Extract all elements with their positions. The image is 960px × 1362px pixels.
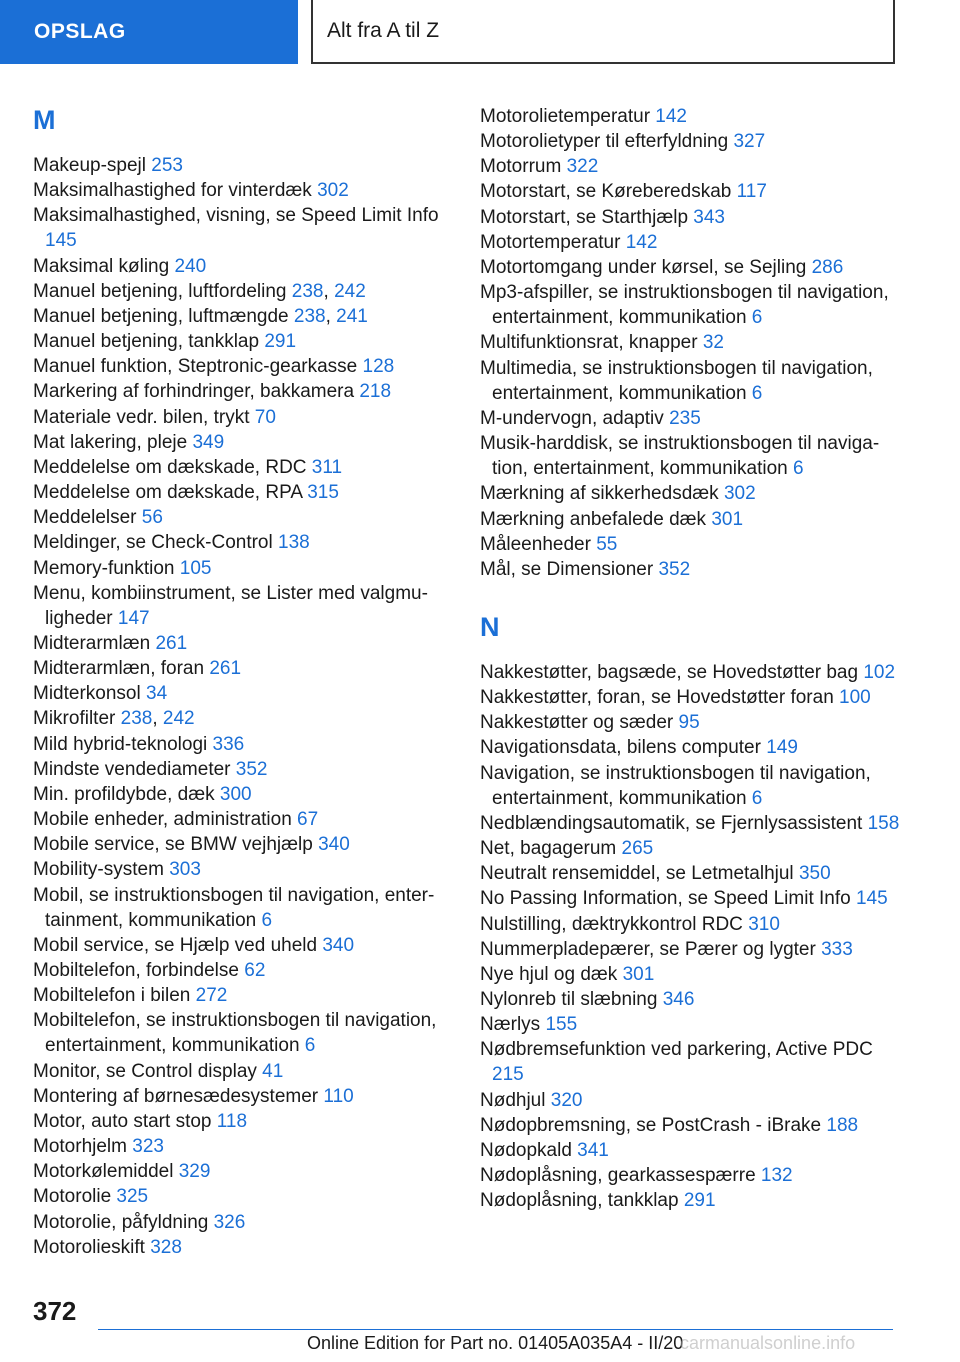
index-entry xyxy=(480,987,900,1012)
index-entry-text: Motortomgang under kørsel, se Sejling xyxy=(480,256,812,278)
chapter-title-box xyxy=(311,0,895,64)
index-entry-text: Nødbremsefunktion ved parkering, Active PDC xyxy=(480,1039,873,1061)
page-link[interactable]: 343 xyxy=(693,206,725,228)
index-entry-text: Navigation, se instruktionsbogen til navigation, entertainment, kommunikation xyxy=(480,762,871,809)
index-entry-text: Manuel betjening, luftfordeling xyxy=(33,280,292,302)
index-entry-text: Motorstart, se Starthjælp xyxy=(480,206,694,228)
index-letter-heading: M xyxy=(33,105,56,135)
page-link[interactable]: 215 xyxy=(492,1064,524,1086)
index-entry-text: Mp3-afspiller, se instruktionsbogen til navigation, entertainment, kommunikation xyxy=(480,282,889,329)
index-entry xyxy=(33,933,443,958)
index-entry xyxy=(480,861,900,886)
index-entry-text: Meddelelser xyxy=(33,507,142,529)
index-entry xyxy=(33,958,443,983)
page-link[interactable]: 242 xyxy=(162,708,195,730)
index-entry-text: Mobiltelefon i bilen xyxy=(33,985,196,1007)
index-entry-text: Midterarmlæn xyxy=(33,632,156,654)
index-entry xyxy=(33,883,443,933)
page-link[interactable]: 329 xyxy=(178,1161,211,1183)
index-entry-text: Mikrofilter xyxy=(33,708,121,730)
page-link[interactable]: 302 xyxy=(723,483,756,505)
page-link[interactable]: 158 xyxy=(867,812,900,834)
index-entry xyxy=(480,660,900,685)
index-entry xyxy=(480,685,900,710)
page-link[interactable]: 118 xyxy=(216,1110,248,1132)
page-link[interactable]: 349 xyxy=(192,431,225,453)
index-entry xyxy=(33,405,443,430)
index-entry xyxy=(33,807,443,832)
index-entry xyxy=(480,557,900,582)
index-entry xyxy=(480,1088,900,1113)
section-tab-label: OPSLAG xyxy=(34,20,126,43)
page-link[interactable]: 253 xyxy=(151,155,183,176)
page-link[interactable]: 142 xyxy=(625,231,658,253)
page-link[interactable]: 272 xyxy=(195,985,228,1007)
page-link[interactable]: 67 xyxy=(297,809,319,831)
index-entry-text: Midterarmlæn, foran xyxy=(33,658,210,680)
index-entry-text: Monitor, se Control display xyxy=(33,1060,263,1082)
index-entry xyxy=(33,732,443,757)
chapter-title: Alt fra A til Z xyxy=(327,19,440,42)
page-link[interactable]: 301 xyxy=(622,963,655,985)
index-entry-text: Nakkestøtter og sæder xyxy=(480,712,679,734)
page-link[interactable]: 311 xyxy=(311,456,343,478)
index-entry xyxy=(33,178,443,203)
index-entry-text: Nødhjul xyxy=(480,1089,551,1111)
page-link[interactable]: 110 xyxy=(323,1085,354,1107)
index-entry-text: Mobile enheder, administration xyxy=(33,809,298,831)
page-link[interactable]: 291 xyxy=(683,1190,716,1212)
index-entry-text: Nærlys xyxy=(480,1014,546,1036)
index-entry-text: Nakkestøtter, bagsæde, se Hovedstøtter bag xyxy=(480,661,864,683)
page-link[interactable]: 352 xyxy=(658,558,691,580)
page-link[interactable]: 218 xyxy=(359,381,392,403)
index-entry-text: Nødoplåsning, tankklap xyxy=(480,1190,684,1212)
index-entry-text: Motortemperatur xyxy=(480,231,626,253)
index-entry xyxy=(33,530,443,555)
index-entry xyxy=(480,710,900,735)
page-link[interactable]: 62 xyxy=(244,960,266,981)
page-link[interactable]: 128 xyxy=(362,356,395,378)
index-entry-text: Maksimal køling xyxy=(33,255,175,277)
page-link[interactable]: 340 xyxy=(322,934,355,956)
index-entry xyxy=(480,205,900,230)
page-link[interactable]: 340 xyxy=(318,834,350,856)
page-link[interactable]: 323 xyxy=(132,1136,164,1158)
index-entry-text: M-undervogn, adaptiv xyxy=(480,407,670,429)
index-entry: Mikrofilter 238, 242 xyxy=(33,708,195,730)
page-link[interactable]: 6 xyxy=(751,787,763,809)
page-link[interactable]: 238 xyxy=(291,280,324,302)
index-entry-text: Markering af forhindringer, bakkamera xyxy=(33,381,360,403)
page-link[interactable]: 327 xyxy=(733,131,766,153)
index-entry xyxy=(480,481,900,506)
index-entry-text: Mobil, se instruktionsbogen til navigation, entertainment, kommunikation xyxy=(33,884,435,931)
index-entry xyxy=(33,153,443,178)
index-entry-text: Meddelelse om dækskade, RDC xyxy=(33,456,312,478)
index-entry-text: Mål, se Dimensioner xyxy=(480,558,659,580)
index-entry-text: Makeup-spejl xyxy=(33,155,152,176)
index-entry xyxy=(480,1113,900,1138)
page-link[interactable]: 238 xyxy=(120,708,153,730)
page-link[interactable]: 56 xyxy=(141,507,163,529)
index-entry xyxy=(33,581,443,631)
index-entry-text: Multimedia, se instruktionsbogen til navigation, entertainment, kommunikation xyxy=(480,357,873,404)
page-link[interactable]: 55 xyxy=(596,533,618,555)
index-entry-text: Mærkning af sikkerhedsdæk xyxy=(480,483,724,505)
page-link[interactable]: 346 xyxy=(662,989,695,1010)
index-entry-text: Mobility-system xyxy=(33,859,170,881)
page-link[interactable]: 265 xyxy=(621,838,654,860)
index-entry-text: Motorrum xyxy=(480,156,567,178)
index-entry-text: Nødopkald xyxy=(480,1139,578,1161)
index-entry xyxy=(480,507,900,532)
page-link[interactable]: 188 xyxy=(826,1114,859,1136)
index-entry xyxy=(480,937,900,962)
index-entry-text: Navigationsdata, bilens computer xyxy=(480,737,767,759)
index-entry-text: Mobiltelefon, se instruktionsbogen til navigation, entertainment, kommunikation xyxy=(33,1010,437,1057)
page-link[interactable]: 291 xyxy=(264,331,297,353)
index-entry-text: Motorstart, se Køreberedskab xyxy=(480,181,737,203)
index-entry xyxy=(480,735,900,760)
index-entry-text: Motorolietyper til efterfyldning xyxy=(480,131,734,153)
page-link[interactable]: 95 xyxy=(678,712,700,734)
page-link[interactable]: 6 xyxy=(261,909,273,931)
page-link[interactable]: 32 xyxy=(702,332,724,354)
page-link[interactable]: 326 xyxy=(213,1211,246,1233)
index-letter-heading: N xyxy=(480,611,500,642)
index-entry xyxy=(33,757,443,782)
index-entry xyxy=(33,1084,443,1109)
page-link[interactable]: 105 xyxy=(179,557,212,579)
index-entry-text: Menu, kombiinstrument, se Lister med valgmuligheder xyxy=(33,582,428,629)
page-link[interactable]: 325 xyxy=(116,1186,149,1208)
index-column-right xyxy=(480,104,900,1213)
index-entry xyxy=(480,811,900,836)
index-entry-text: No Passing Information, se Speed Limit Info xyxy=(480,888,856,910)
index-entry xyxy=(480,154,900,179)
index-entry xyxy=(480,912,900,937)
index-entry-text: Mindste vendediameter xyxy=(33,758,236,780)
footer-divider xyxy=(98,1329,893,1330)
index-entry xyxy=(33,656,443,681)
index-entry-text: Maksimalhastighed, visning, se Speed Limit Info xyxy=(33,205,439,227)
index-entry-text: Manuel betjening, luftmængde xyxy=(33,305,294,327)
index-entry-text: Nedblændingsautomatik, se Fjernlysassistent xyxy=(480,812,868,834)
page-link[interactable]: 352 xyxy=(235,758,268,780)
page-link[interactable]: 241 xyxy=(336,305,368,327)
index-entry xyxy=(480,761,900,811)
edition-note: Online Edition for Part no. 01405A035A4 - II/20 xyxy=(307,1333,684,1353)
index-entry-text: Mild hybrid-teknologi xyxy=(33,733,213,755)
index-entry xyxy=(33,354,443,379)
index-entry-text: Neutralt rensemiddel, se Letmetalhjul xyxy=(480,863,799,885)
index-entry xyxy=(33,857,443,882)
page-link[interactable]: 147 xyxy=(117,607,150,629)
index-entry xyxy=(480,356,900,406)
index-entry-text: Motor, auto start stop xyxy=(33,1110,217,1132)
page-link[interactable]: 341 xyxy=(577,1139,609,1161)
page-link[interactable]: 6 xyxy=(793,458,804,480)
page-link[interactable]: 155 xyxy=(545,1014,578,1036)
index-entry xyxy=(33,1109,443,1134)
index-entry-text: Motorolie, påfyldning xyxy=(33,1211,214,1233)
page-link[interactable]: 320 xyxy=(550,1089,583,1111)
index-entry xyxy=(33,455,443,480)
page-link[interactable]: 149 xyxy=(766,737,798,759)
index-entry xyxy=(480,1138,900,1163)
page-link[interactable]: 242 xyxy=(334,280,366,302)
page-link[interactable]: 322 xyxy=(566,156,599,178)
index-entry xyxy=(33,1134,443,1159)
index-entry xyxy=(480,1163,900,1188)
page-link[interactable]: 240 xyxy=(174,255,207,277)
index-entry xyxy=(33,983,443,1008)
index-entry xyxy=(480,886,900,911)
page-link[interactable]: 261 xyxy=(209,658,242,680)
index-entry xyxy=(33,782,443,807)
index-entry-text: Mærkning anbefalede dæk xyxy=(480,508,712,530)
index-entry-text: Memory-funktion xyxy=(33,557,180,579)
index-entry-text: Meldinger, se Check-Control xyxy=(33,532,278,554)
index-entry-text: Musik-harddisk, se instruktionsbogen til navigation, entertainment, kommunikation xyxy=(480,433,880,480)
page-link[interactable]: 138 xyxy=(278,532,310,554)
index-entry xyxy=(33,631,443,656)
index-entry-text: Maksimalhastighed for vinterdæk xyxy=(33,180,318,202)
page-link[interactable]: 333 xyxy=(821,938,853,960)
page-link[interactable]: 310 xyxy=(748,913,780,935)
index-entry-text: Materiale vedr. bilen, trykt xyxy=(33,406,255,428)
page-link[interactable]: 302 xyxy=(317,180,349,202)
index-entry-text: Motorhjelm xyxy=(33,1136,133,1158)
index-entry: Manuel betjening, luftfordeling 238, 242 xyxy=(33,280,366,302)
index-entry-text: Meddelelse om dækskade, RPA xyxy=(33,482,308,504)
page-number: 372 xyxy=(33,1296,77,1326)
page-link[interactable]: 145 xyxy=(855,888,888,910)
index-entry xyxy=(480,532,900,557)
page-link[interactable]: 145 xyxy=(45,230,77,252)
index-entry-text: Mat lakering, pleje xyxy=(33,431,193,453)
index-entry-text: Nakkestøtter, foran, se Hovedstøtter foran xyxy=(480,687,840,709)
page-link[interactable]: 34 xyxy=(146,683,168,705)
index-entry xyxy=(480,330,900,355)
index-entry xyxy=(33,1184,443,1209)
page-link[interactable]: 238 xyxy=(293,305,326,327)
index-entry: Manuel betjening, luftmængde 238, 241 xyxy=(33,305,368,327)
index-entry xyxy=(33,505,443,530)
page-link[interactable]: 142 xyxy=(655,106,687,127)
index-entry-text: Manuel betjening, tankklap xyxy=(33,331,265,353)
index-entry xyxy=(33,379,443,404)
index-entry-text: Motorkølemiddel xyxy=(33,1161,179,1183)
index-entry-text: Motorolie xyxy=(33,1186,117,1208)
section-tab[interactable] xyxy=(0,0,298,64)
page-link[interactable]: 286 xyxy=(811,256,844,278)
index-entry xyxy=(33,1159,443,1184)
index-entry xyxy=(480,129,900,154)
index-entry xyxy=(33,681,443,706)
page-link[interactable]: 6 xyxy=(304,1035,316,1057)
page-link[interactable]: 315 xyxy=(307,482,339,504)
index-entry xyxy=(33,430,443,455)
watermark-logo: carmanualsonline.info xyxy=(680,1333,856,1353)
index-entry-text: Manuel funktion, Steptronic-gearkasse xyxy=(33,356,363,378)
index-entry-text: Mobil service, se Hjælp ved uheld xyxy=(33,934,323,956)
index-column-left xyxy=(33,103,443,1260)
index-entry-text: Min. profildybde, dæk xyxy=(33,783,220,805)
index-entry-text: Nødoplåsning, gearkassespærre xyxy=(480,1165,761,1187)
index-entry xyxy=(33,1235,443,1260)
index-entry-text: Måleenheder xyxy=(480,533,597,555)
index-entry-text: Mobiltelefon, forbindelse xyxy=(33,960,245,981)
index-entry xyxy=(480,1037,900,1087)
index-entry xyxy=(33,254,443,279)
page-link[interactable]: 235 xyxy=(669,407,701,429)
page-link[interactable]: 303 xyxy=(169,859,201,881)
index-entry xyxy=(480,836,900,861)
page-link[interactable]: 6 xyxy=(751,382,763,404)
page-link[interactable]: 6 xyxy=(751,307,763,329)
index-entry-text: Nødopbremsning, se PostCrash - iBrake xyxy=(480,1114,827,1136)
page-link[interactable]: 336 xyxy=(212,733,245,755)
index-entry xyxy=(33,1059,443,1084)
index-entry xyxy=(480,104,900,129)
index-entry xyxy=(33,556,443,581)
index-entry xyxy=(33,1210,443,1235)
index-entry xyxy=(480,1188,900,1213)
index-entry xyxy=(480,962,900,987)
page-link[interactable]: 350 xyxy=(798,863,831,885)
page-link[interactable]: 300 xyxy=(219,783,252,805)
index-entry xyxy=(33,1008,443,1058)
index-entry-text: Nulstilling, dæktrykkontrol RDC xyxy=(480,913,749,935)
index-entry xyxy=(480,406,900,431)
index-entry-text: Midterkonsol xyxy=(33,683,146,705)
page-link[interactable]: 301 xyxy=(711,508,744,530)
index-entry xyxy=(480,230,900,255)
page-link[interactable]: 328 xyxy=(150,1236,182,1258)
index-entry xyxy=(480,280,900,330)
index-entry-text: Motorolietemperatur xyxy=(480,106,656,127)
index-entry xyxy=(33,329,443,354)
index-entry-text: Net, bagagerum xyxy=(480,838,622,860)
index-entry-text: Nylonreb til slæbning xyxy=(480,989,663,1010)
index-entry xyxy=(480,1012,900,1037)
page-link[interactable]: 41 xyxy=(262,1060,284,1082)
index-entry xyxy=(480,255,900,280)
page-link[interactable]: 100 xyxy=(839,687,871,709)
index-entry-text: Montering af børnesædesystemer xyxy=(33,1085,324,1107)
index-entry-text: Motorolieskift xyxy=(33,1236,151,1258)
page-link[interactable]: 117 xyxy=(736,181,767,203)
index-entry xyxy=(33,203,443,253)
page-link[interactable]: 132 xyxy=(760,1165,793,1187)
index-entry-text: Nye hjul og dæk xyxy=(480,963,623,985)
index-entry-text: Mobile service, se BMW vejhjælp xyxy=(33,834,319,856)
index-entry xyxy=(33,480,443,505)
index-entry xyxy=(33,832,443,857)
index-entry xyxy=(480,179,900,204)
index-entry xyxy=(480,431,900,481)
index-entry-text: Nummerpladepærer, se Pærer og lygter xyxy=(480,938,822,960)
page-link[interactable]: 70 xyxy=(254,406,276,428)
section-gap xyxy=(480,582,900,610)
page-link[interactable]: 102 xyxy=(863,661,896,683)
page-link[interactable]: 261 xyxy=(155,632,188,654)
index-entry-text: Multifunktionsrat, knapper xyxy=(480,332,703,354)
